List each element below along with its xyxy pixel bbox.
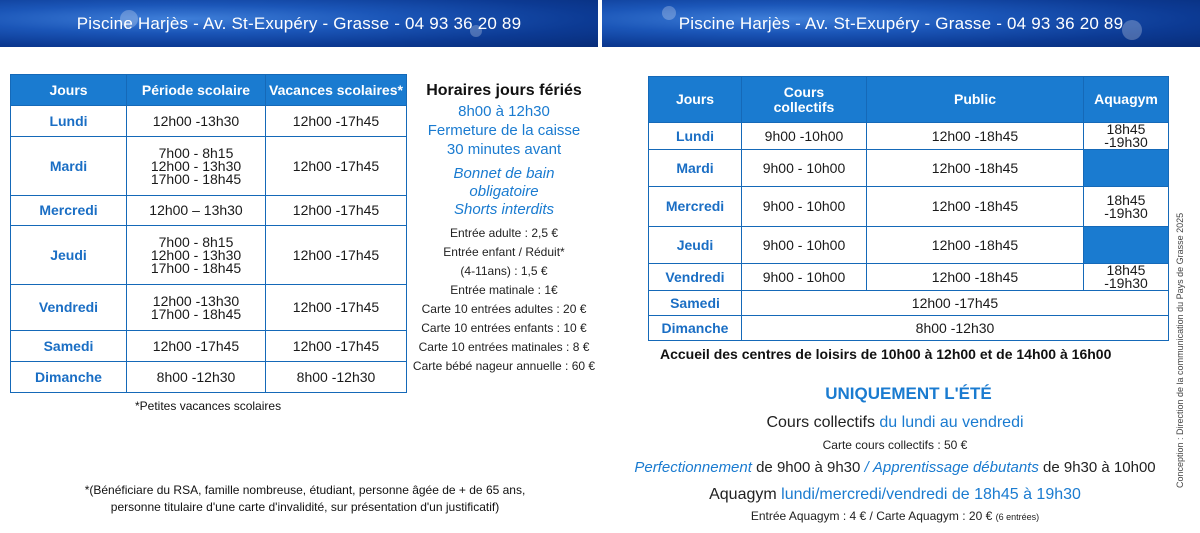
aquagym-empty-cell bbox=[1084, 227, 1169, 264]
price-line: Carte bébé nageur annuelle : 60 € bbox=[412, 359, 596, 373]
public-cell: 12h00 -18h45 bbox=[867, 150, 1084, 187]
table-row bbox=[649, 187, 1169, 227]
bubble-decoration bbox=[1122, 20, 1142, 40]
summer-cours-line bbox=[610, 414, 1180, 432]
perf-label: Perfectionnement bbox=[634, 459, 752, 476]
vacances-cell: 12h00 -17h45 bbox=[266, 226, 407, 285]
holiday-title: Horaires jours fériés bbox=[426, 82, 582, 99]
bubble-decoration bbox=[662, 6, 676, 20]
schedule-table-left bbox=[10, 74, 407, 393]
day-cell: Lundi bbox=[11, 106, 127, 137]
price-line: Entrée matinale : 1€ bbox=[450, 283, 558, 297]
periode-cell: 7h00 - 8h15 12h00 - 13h30 17h00 - 18h45 bbox=[127, 226, 266, 285]
closing-line-1: Fermeture de la caisse bbox=[427, 122, 581, 139]
vacances-cell: 12h00 -17h45 bbox=[266, 196, 407, 226]
day-cell: Dimanche bbox=[649, 316, 742, 341]
table-row bbox=[11, 196, 407, 226]
periode-cell: 12h00 -13h30 17h00 - 18h45 bbox=[127, 285, 266, 331]
public-cell: 12h00 -18h45 bbox=[867, 187, 1084, 227]
price-line: Carte 10 entrées matinales : 8 € bbox=[418, 340, 590, 354]
header-banner-right bbox=[602, 0, 1200, 47]
day-cell: Dimanche bbox=[11, 362, 127, 393]
header-jours: Jours bbox=[649, 77, 742, 123]
day-cell: Vendredi bbox=[649, 264, 742, 291]
header-banner-left bbox=[0, 0, 598, 47]
periode-cell: 8h00 -12h30 bbox=[127, 362, 266, 393]
schedule-table-right bbox=[648, 76, 1169, 341]
banner-text: Piscine Harjès - Av. St-Exupéry - Grasse - 04 93 36 20 89 bbox=[678, 13, 1124, 33]
cours-cell: 9h00 - 10h00 bbox=[742, 264, 867, 291]
appr-hours: de 9h30 à 10h00 bbox=[1043, 459, 1156, 476]
aqua-price: Entrée Aquagym : 4 € / Carte Aquagym : 20 € bbox=[750, 509, 993, 523]
price-line: Carte 10 entrées adultes : 20 € bbox=[421, 302, 587, 316]
header-vacances-scolaires: Vacances scolaires* bbox=[266, 75, 407, 106]
table-row bbox=[649, 150, 1169, 187]
vacances-cell: 12h00 -17h45 bbox=[266, 137, 407, 196]
header-public: Public bbox=[867, 77, 1084, 123]
accueil-note: Accueil des centres de loisirs de 10h00 à 12h00 et de 14h00 à 16h00 bbox=[660, 346, 1112, 362]
periode-cell: 12h00 – 13h30 bbox=[127, 196, 266, 226]
cours-cell: 9h00 - 10h00 bbox=[742, 187, 867, 227]
header-periode-scolaire: Période scolaire bbox=[127, 75, 266, 106]
vacances-cell: 12h00 -17h45 bbox=[266, 285, 407, 331]
table-row bbox=[11, 285, 407, 331]
merged-hours-cell: 8h00 -12h30 bbox=[742, 316, 1169, 341]
table-row bbox=[11, 137, 407, 196]
table-row bbox=[649, 316, 1169, 341]
price-line: (4-11ans) : 1,5 € bbox=[460, 264, 548, 278]
cours-cell: 9h00 -10h00 bbox=[742, 123, 867, 150]
merged-hours-cell: 12h00 -17h45 bbox=[742, 291, 1169, 316]
table-row bbox=[11, 106, 407, 137]
table-row bbox=[649, 264, 1169, 291]
header-aquagym: Aquagym bbox=[1084, 77, 1169, 123]
cours-days: du lundi au vendredi bbox=[879, 414, 1024, 431]
cours-label: Cours collectifs bbox=[766, 414, 875, 431]
summer-perf-line bbox=[610, 459, 1180, 476]
day-cell: Jeudi bbox=[649, 227, 742, 264]
price-line: Entrée adulte : 2,5 € bbox=[449, 226, 559, 240]
price-line: Carte 10 entrées enfants : 10 € bbox=[421, 321, 587, 335]
cours-cell: 9h00 - 10h00 bbox=[742, 150, 867, 187]
day-cell: Jeudi bbox=[11, 226, 127, 285]
vacances-cell: 12h00 -17h45 bbox=[266, 331, 407, 362]
table-footnote: *Petites vacances scolaires bbox=[135, 399, 282, 413]
table-row bbox=[11, 362, 407, 393]
aqua-days: lundi/mercredi/vendredi de 18h45 à 19h30 bbox=[781, 486, 1081, 503]
appr-label: Apprentissage débutants bbox=[872, 459, 1039, 476]
vacances-cell: 12h00 -17h45 bbox=[266, 106, 407, 137]
summer-aqua-line bbox=[610, 486, 1180, 504]
day-cell: Mercredi bbox=[649, 187, 742, 227]
bubble-decoration bbox=[120, 10, 138, 28]
table-row bbox=[649, 227, 1169, 264]
day-cell: Mercredi bbox=[11, 196, 127, 226]
separator: / bbox=[864, 459, 869, 476]
day-cell: Samedi bbox=[649, 291, 742, 316]
day-cell: Lundi bbox=[649, 123, 742, 150]
header-jours: Jours bbox=[11, 75, 127, 106]
aquagym-cell: 18h45 -19h30 bbox=[1084, 187, 1169, 227]
aqua-price-small: (6 entrées) bbox=[995, 512, 1040, 522]
table-row bbox=[649, 291, 1169, 316]
note-line-2: personne titulaire d'une carte d'invalidité, sur présentation d'un justificatif) bbox=[110, 500, 500, 514]
cours-price: Carte cours collectifs : 50 € bbox=[822, 438, 968, 452]
reduced-eligibility-note bbox=[70, 482, 540, 516]
banner-text: Piscine Harjès - Av. St-Exupéry - Grasse - 04 93 36 20 89 bbox=[76, 13, 522, 33]
cours-cell: 9h00 - 10h00 bbox=[742, 227, 867, 264]
rule-line-2: obligatoire bbox=[469, 183, 539, 200]
perf-hours: de 9h00 à 9h30 bbox=[756, 459, 861, 476]
table-row bbox=[11, 226, 407, 285]
day-cell: Mardi bbox=[649, 150, 742, 187]
aqua-price-line bbox=[610, 509, 1180, 523]
aqua-label: Aquagym bbox=[709, 486, 777, 503]
periode-cell: 12h00 -13h30 bbox=[127, 106, 266, 137]
day-cell: Vendredi bbox=[11, 285, 127, 331]
table-row bbox=[11, 331, 407, 362]
header-cours-collectifs: Cours collectifs bbox=[742, 77, 867, 123]
aquagym-empty-cell bbox=[1084, 150, 1169, 187]
price-line: Entrée enfant / Réduit* bbox=[443, 245, 565, 259]
table-row bbox=[649, 123, 1169, 150]
rule-line-1: Bonnet de bain bbox=[453, 165, 555, 182]
public-cell: 12h00 -18h45 bbox=[867, 264, 1084, 291]
holiday-info-panel bbox=[412, 82, 596, 376]
vacances-cell: 8h00 -12h30 bbox=[266, 362, 407, 393]
rule-line-3: Shorts interdits bbox=[453, 201, 555, 218]
day-cell: Mardi bbox=[11, 137, 127, 196]
bubble-decoration bbox=[470, 25, 482, 37]
aquagym-cell: 18h45 -19h30 bbox=[1084, 264, 1169, 291]
aquagym-cell: 18h45 -19h30 bbox=[1084, 123, 1169, 150]
day-cell: Samedi bbox=[11, 331, 127, 362]
public-cell: 12h00 -18h45 bbox=[867, 123, 1084, 150]
holiday-hours: 8h00 à 12h30 bbox=[458, 103, 550, 120]
credit-text: Conception : Direction de la communication du Pays de Grasse 2025 bbox=[1175, 212, 1185, 488]
periode-cell: 7h00 - 8h15 12h00 - 13h30 17h00 - 18h45 bbox=[127, 137, 266, 196]
periode-cell: 12h00 -17h45 bbox=[127, 331, 266, 362]
note-line-1: *(Bénéficiare du RSA, famille nombreuse, étudiant, personne âgée de + de 65 ans, bbox=[84, 483, 526, 497]
summer-title: UNIQUEMENT L'ÉTÉ bbox=[825, 384, 992, 403]
closing-line-2: 30 minutes avant bbox=[446, 141, 562, 158]
public-cell: 12h00 -18h45 bbox=[867, 227, 1084, 264]
